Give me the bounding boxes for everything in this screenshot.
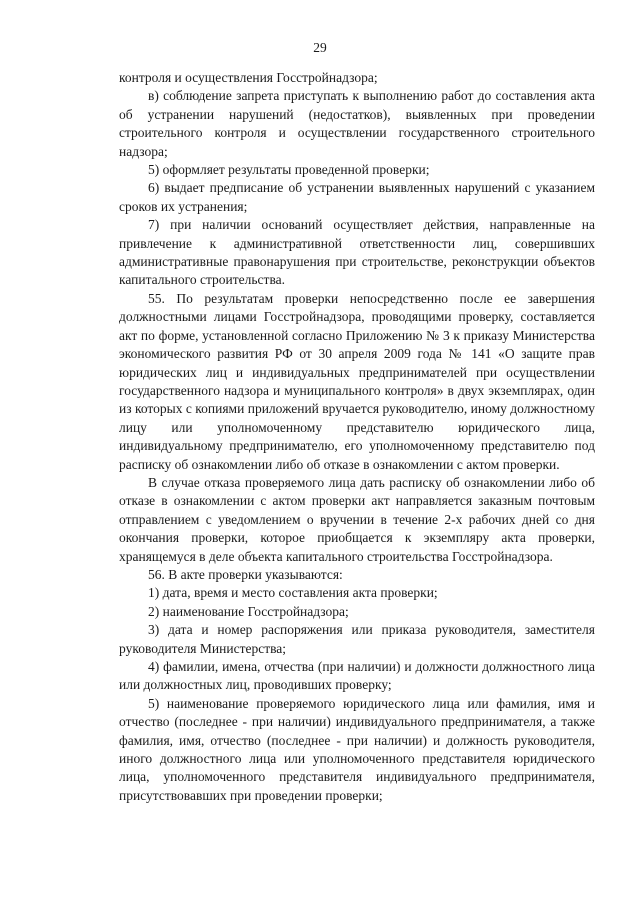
page-number: 29 — [313, 40, 327, 55]
list-item-5: 5) наименование проверяемого юридического лица или фамилия, имя и отчество (последнее - при наличии) индивидуального предпринимателя, а также фамилия, имя, отчество (последнее - при наличии) и должность руководителя, иного должностного лица или уполномоченного представителя юридического лица, уполномоченного представителя индивидуального предпринимателя, присутствовавших при проведении проверки; — [119, 695, 595, 803]
paragraph-item-v: в) соблюдение запрета приступать к выполнению работ до составления акта об устранении нарушений (недостатков), выявленных при проведении строительного контроля и осуществлении государственного строительного надзора; — [119, 88, 595, 159]
list-item-4: 4) фамилии, имена, отчества (при наличии) и должности должностного лица или должностных лиц, проводивших проверку; — [119, 659, 595, 693]
paragraph-refusal-case: В случае отказа проверяемого лица дать расписку об ознакомлении либо об отказе в ознакомлении с актом проверки акт направляется заказным почтовым отправлением с уведомлением о вручении в течение 2-х рабочих дней со дня окончания проверки, которое приобщается к экземпляру акта проверки, хранящемуся в деле объекта капитального строительства Госстройнадзора. — [119, 474, 595, 564]
paragraph-clause-55: 55. По результатам проверки непосредственно после ее завершения должностными лицами Госстройнадзора, проводящими проверку, составляется акт по форме, установленной согласно Приложению № 3 к приказу Министерства экономического развития РФ от 30 апреля 2009 года № 141 «О защите прав юридических лиц и индивидуальных предпринимателей при осуществлении государственного надзора и муниципального контроля» в двух экземплярах, один из которых с копиями приложений вручается руководителю, иному должностному лицу или уполномоченному представителю юридического лица, индивидуальному предпринимателю, его уполномоченному представителю под расписку об ознакомлении либо об отказе в ознакомлении с актом проверки. — [119, 290, 595, 472]
list-item-2: 2) наименование Госстройнадзора; — [148, 603, 349, 619]
list-item-1: 1) дата, время и место составления акта проверки; — [148, 585, 438, 601]
paragraph-item-5: 5) оформляет результаты проведенной проверки; — [148, 162, 430, 178]
paragraph-clause-56: 56. В акте проверки указываются: — [148, 566, 343, 582]
list-item-3: 3) дата и номер распоряжения или приказа руководителя, заместителя руководителя Министерства; — [119, 622, 595, 656]
paragraph-item-7: 7) при наличии оснований осуществляет действия, направленные на привлечение к административной ответственности лиц, совершивших административные правонарушения при строительстве, реконструкции объектов капитального строительства. — [119, 217, 595, 288]
document-body — [119, 69, 595, 805]
paragraph-continuation: контроля и осуществления Госстройнадзора; — [119, 70, 378, 85]
paragraph-item-6: 6) выдает предписание об устранении выявленных нарушений с указанием сроков их устранения; — [119, 180, 595, 214]
